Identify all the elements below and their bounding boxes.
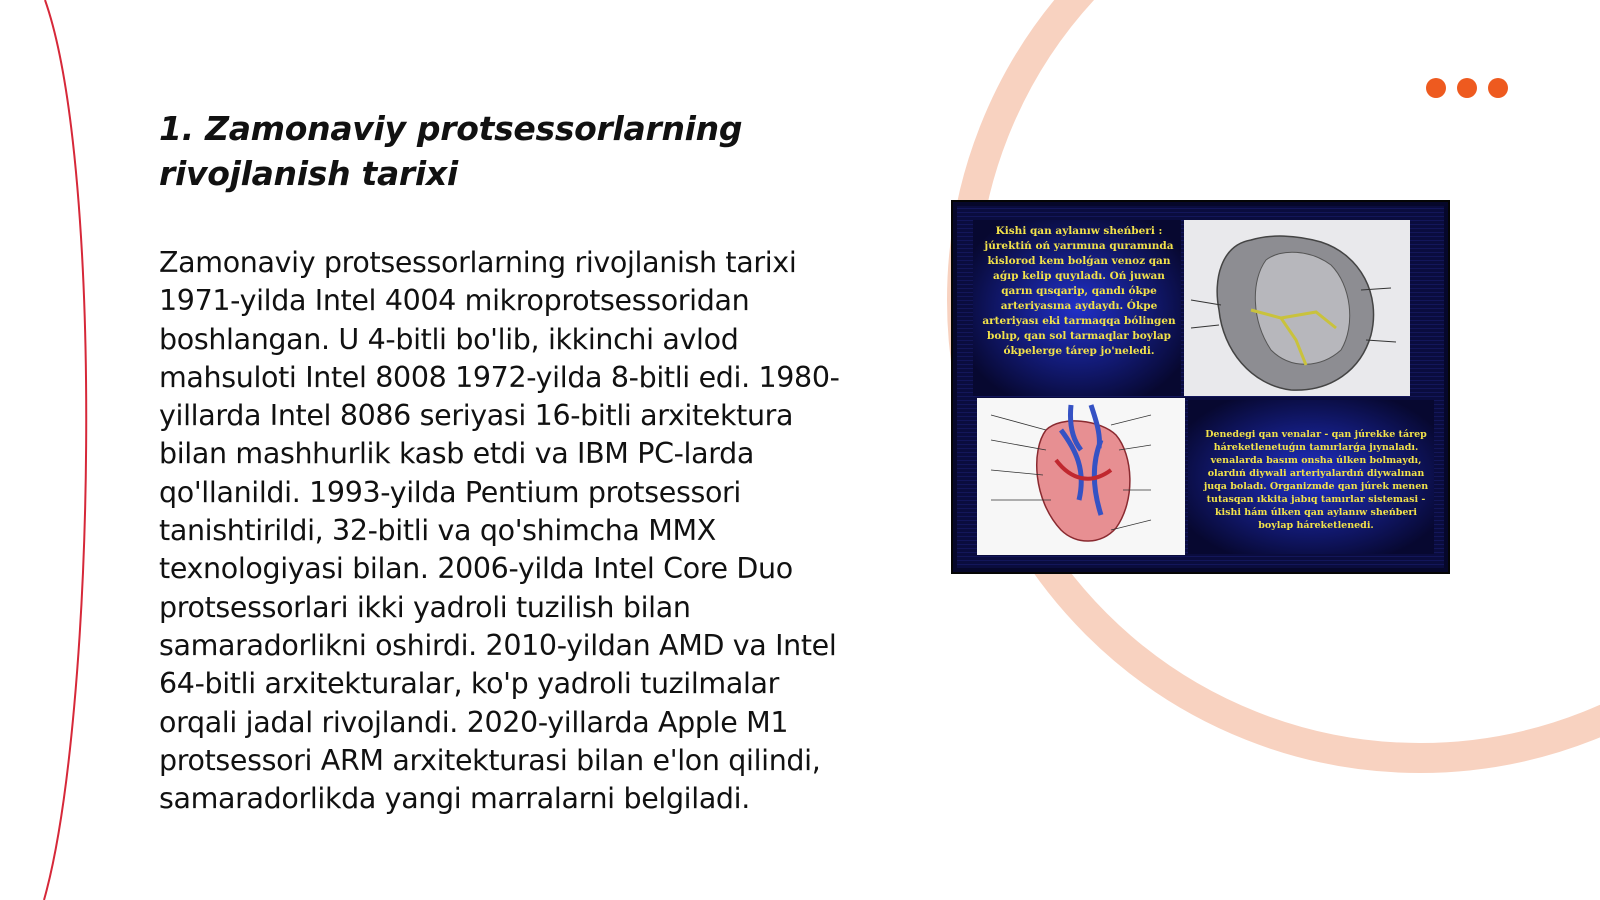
slide-title: 1. Zamonaviy protsessorlarning rivojlanish tarixi	[159, 109, 743, 193]
left-accent-line	[44, 0, 86, 900]
dot-icon	[1488, 78, 1508, 98]
circulation-figure	[951, 200, 1450, 574]
heart-cross-section-image	[1184, 220, 1410, 396]
slide-body-text: Zamonaviy protsessorlarning rivojlanish tarixi 1971-yilda Intel 4004 mikroprotsessoridan boshlangan. U 4-bitli bo'lib, ikkinchi avlod mahsuloti Intel 8008 1972-yilda 8-bitli edi. 1980-yillarda Intel 8086 seriyasi 16-bitli arxitektura bilan mashhurlik kasb etdi va IBM PC-larda qo'llanildi. 1993-yilda Pentium protsessori tanishtirildi, 32-bitli va qo'shimcha MMX texnologiyasi bilan. 2006-yilda Intel Core Duo protsessorlari ikki yadroli tuzilish bilan samaradorlikni oshirdi. 2010-yildan AMD va Intel 64-bitli arxitekturalar, ko'p yadroli tuzilmalar orqali jadal rivojlandi. 2020-yillarda Apple M1 protsessori ARM arxitekturasi bilan e'lon qilindi, samaradorlikda yangi marralarni belgiladi.	[159, 246, 840, 816]
heart-anatomy-diagram-image	[977, 398, 1185, 555]
dot-icon	[1426, 78, 1446, 98]
menu-dots-icon	[1426, 78, 1508, 98]
circulation-text-top: Kishi qan aylanıw sheńberi : júrektiń oń yarımına quramında kislorod kem bolǵan venoz qan aǵıp kelip quyıladı. Oń juwan qarın qısqarip, qandı ókpe arteriyasına aydaydı. Ókpe arteriyası eki tarmaqqa bólingen bolıp, qan sol tarmaqlar boylap ókpelerge tárep jo'neledi.	[982, 225, 1176, 357]
circulation-text-bottom: Denedegi qan venalar - qan júrekke tárep háreketlenetuǵın tamırlarǵa jıynaladı. venalarda basım onsha úlken bolmaydı, olardıń diywali arteriyalardıń diywalınan juqa boladı. Organizmde qan júrek menen tutasqan ıkkita jabıq tamırlar sistemasi - kishi hám úlken qan aylanıw sheńberi boylap háreketlenedi.	[1203, 429, 1429, 531]
dot-icon	[1457, 78, 1477, 98]
